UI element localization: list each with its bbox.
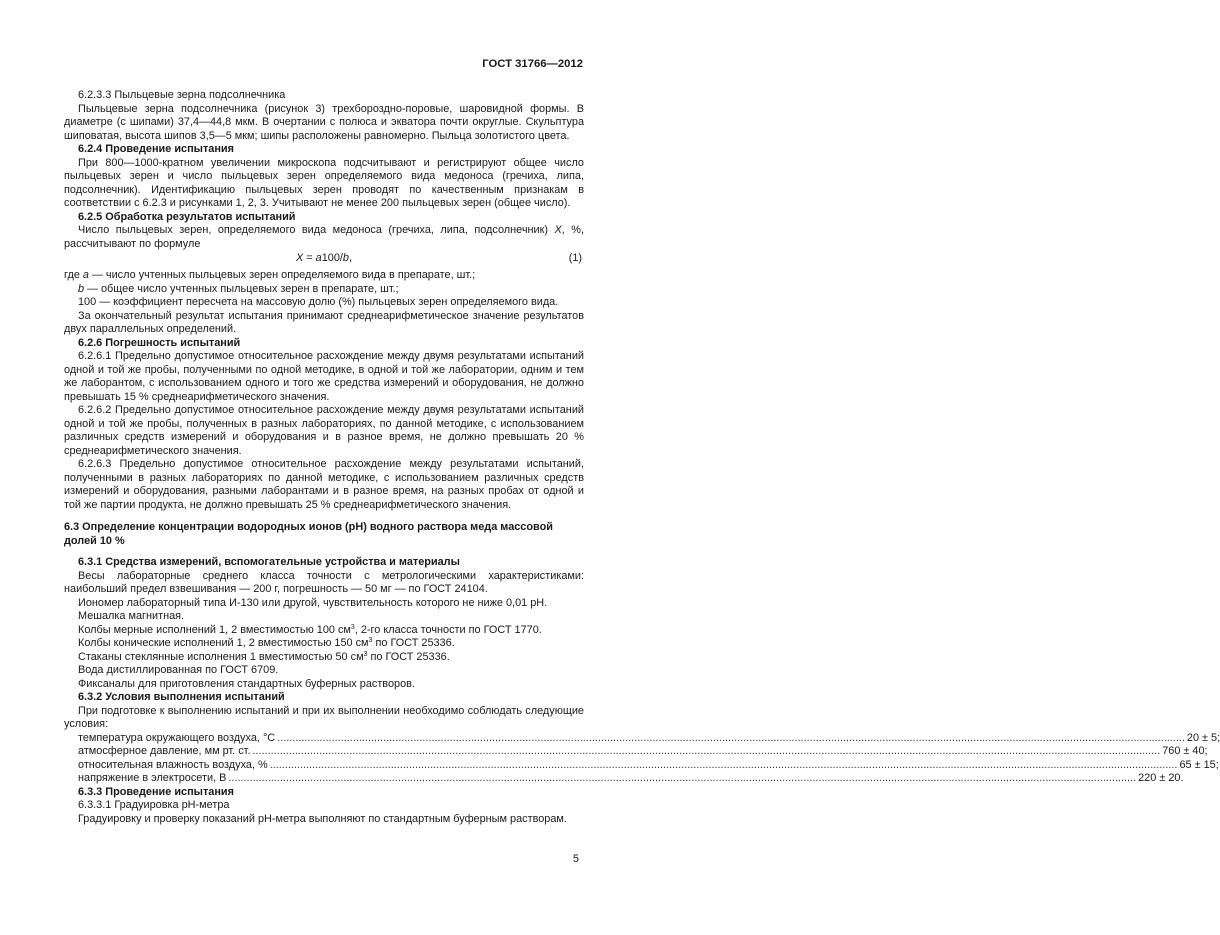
section-6-2-3-3-title: 6.2.3.3 Пыльцевые зерна подсолнечника [78,89,286,101]
condition-voltage: напряжение в электросети, В ............................................................................................................................................................................................................................................................................................................ 220 ± 20. [78,772,1184,784]
section-6-2-5-final: За окончательный результат испытания принимают среднеарифметическое значение результатов двух параллельных определений. [64,309,584,335]
section-6-3-2-title: 6.3.2 Условия выполнения испытаний [78,691,285,703]
equipment-conical-flasks: Колбы конические исполнений 1, 2 вместимостью 150 $см^3$ по ГОСТ 25336. [78,637,455,649]
where-b: b — общее число учтенных пыльцевых зерен в препарате, шт.; [78,282,399,295]
page-content [64,89,1220,826]
page-number: 5 [572,853,579,865]
section-6-2-4-title: 6.2.4 Проведение испытания [78,143,234,155]
formula-expression: X = a100/b, [295,252,353,264]
condition-pressure: атмосферное давление, мм рт. ст. ............................................................................................................................................................................................................................................................................................................ 760 ± 40; [78,745,1208,757]
equipment-water: Вода дистиллированная по ГОСТ 6709. [78,664,279,676]
section-6-3-2-text: При подготовке к выполнению испытаний и при их выполнении необходимо соблюдать следующие условия: [64,704,584,730]
section-6-2-6-title: 6.2.6 Погрешность испытаний [78,336,241,349]
equipment-beakers: Стаканы стеклянные исполнения 1 вместимостью 50 $см^3$ по ГОСТ 25336. [78,650,450,663]
equipment-scales: Весы лабораторные среднего класса точности с метрологическими характеристиками: наибольший предел взвешивания — 200 г, погрешность — 50 мг — по ГОСТ 24104. [64,569,584,595]
equipment-stirrer: Мешалка магнитная. [78,610,185,622]
equipment-volumetric-flasks: Колбы мерные исполнений 1, 2 вместимостью 100 $см^3$, 2-го класса точности по ГОСТ 1770. [78,623,542,636]
section-6-2-5-title: 6.2.5 Обработка результатов испытаний [78,210,296,223]
equipment-fixanals: Фиксаналы для приготовления стандартных буферных растворов. [78,677,415,690]
section-6-2-6-2: 6.2.6.2 Предельно допустимое относительное расхождение между двумя результатами испытаний одной и той же пробы, полученных в разных лабораториях, по данной методике, с использованием различных средств измерений и оборудования и в разное время, не должно превышать 20 % среднеарифметического значения. [64,404,584,457]
where-a: где a — число учтенных пыльцевых зерен определяемого вида в препарате, шт.; [64,269,476,281]
section-6-3-3-title: 6.3.3 Проведение испытания [78,785,234,798]
where-100: 100 — коэффициент пересчета на массовую долю (%) пыльцевых зерен определяемого вида. [78,296,559,308]
section-6-3-3-1-title: 6.3.3.1 Градуировка рН-метра [78,799,230,811]
standard-header: ГОСТ 31766—2012 [482,58,583,70]
section-6-3-3-1-text: Градуировку и проверку показаний рН-метра выполняют по стандартным буферным растворам. [78,812,567,825]
section-6-2-5-text: Число пыльцевых зерен, определяемого вида медоноса (гречиха, липа, подсолнечник) X, %, рассчитывают по формуле [64,224,584,250]
section-6-2-3-3-text: Пыльцевые зерна подсолнечника (рисунок 3) трехбороздно-поровые, шаровидной формы. В диаметре (с шипами) 37,4—44,8 мкм. В очертании с полюса и экватора почти округлые. Скульптура шиповатая, высота шипов 3,5—5 мкм; шипы расположены равномерно. Пыльца золотистого цвета. [64,102,584,142]
equipment-ionomer: Иономер лабораторный типа И-130 или другой, чувствительность которого не ниже 0,01 рН. [78,596,548,609]
section-6-2-4-text: При 800—1000-кратном увеличении микроскопа подсчитывают и регистрируют общее число пыльцевых зерен и число пыльцевых зерен определяемого вида медоноса (гречиха, липа, подсолнечник). Идентификацию пыльцевых зерен проводят по качественным признакам в соответствии с 6.2.3 и рисунками 1, 2, 3. Учитывают не менее 200 пыльцевых зерен (общее число). [64,156,584,209]
condition-humidity: относительная влажность воздуха, % ............................................................................................................................................................................................................................................................................................................ 65 ± 15; [78,758,1219,771]
formula-number: (1) [568,252,582,264]
formula-1 [64,252,584,267]
section-6-2-6-1: 6.2.6.1 Предельно допустимое относительное расхождение между двумя результатами испытаний одной и той же пробы, полученными по одной методике, в одной и той же лаборатории, одним и тем же лаборантом, с использованием одного и того же средства измерений и оборудования, не должно превышать 15 % среднеарифметического значения. [64,350,584,403]
section-6-3-1-title: 6.3.1 Средства измерений, вспомогательные устройства и материалы [78,556,460,568]
condition-temperature: температура окружающего воздуха, °С ............................................................................................................................................................................................................................................................................................................ 20 ± 5; [78,731,1220,744]
section-6-3-title: 6.3 Определение концентрации водородных ионов (рН) водного раствора меда массовой долей 10 % [64,521,553,547]
section-6-2-6-3: 6.2.6.3 Предельно допустимое относительное расхождение между результатами испытаний, полученными в разных лабораториях по данной методике, с использованием различных средств измерений и оборудования, разными лаборантами и в разное время, на разных пробах от одной и той же партии продукта, не должно превышать 25 % среднеарифметического значения. [64,458,584,511]
